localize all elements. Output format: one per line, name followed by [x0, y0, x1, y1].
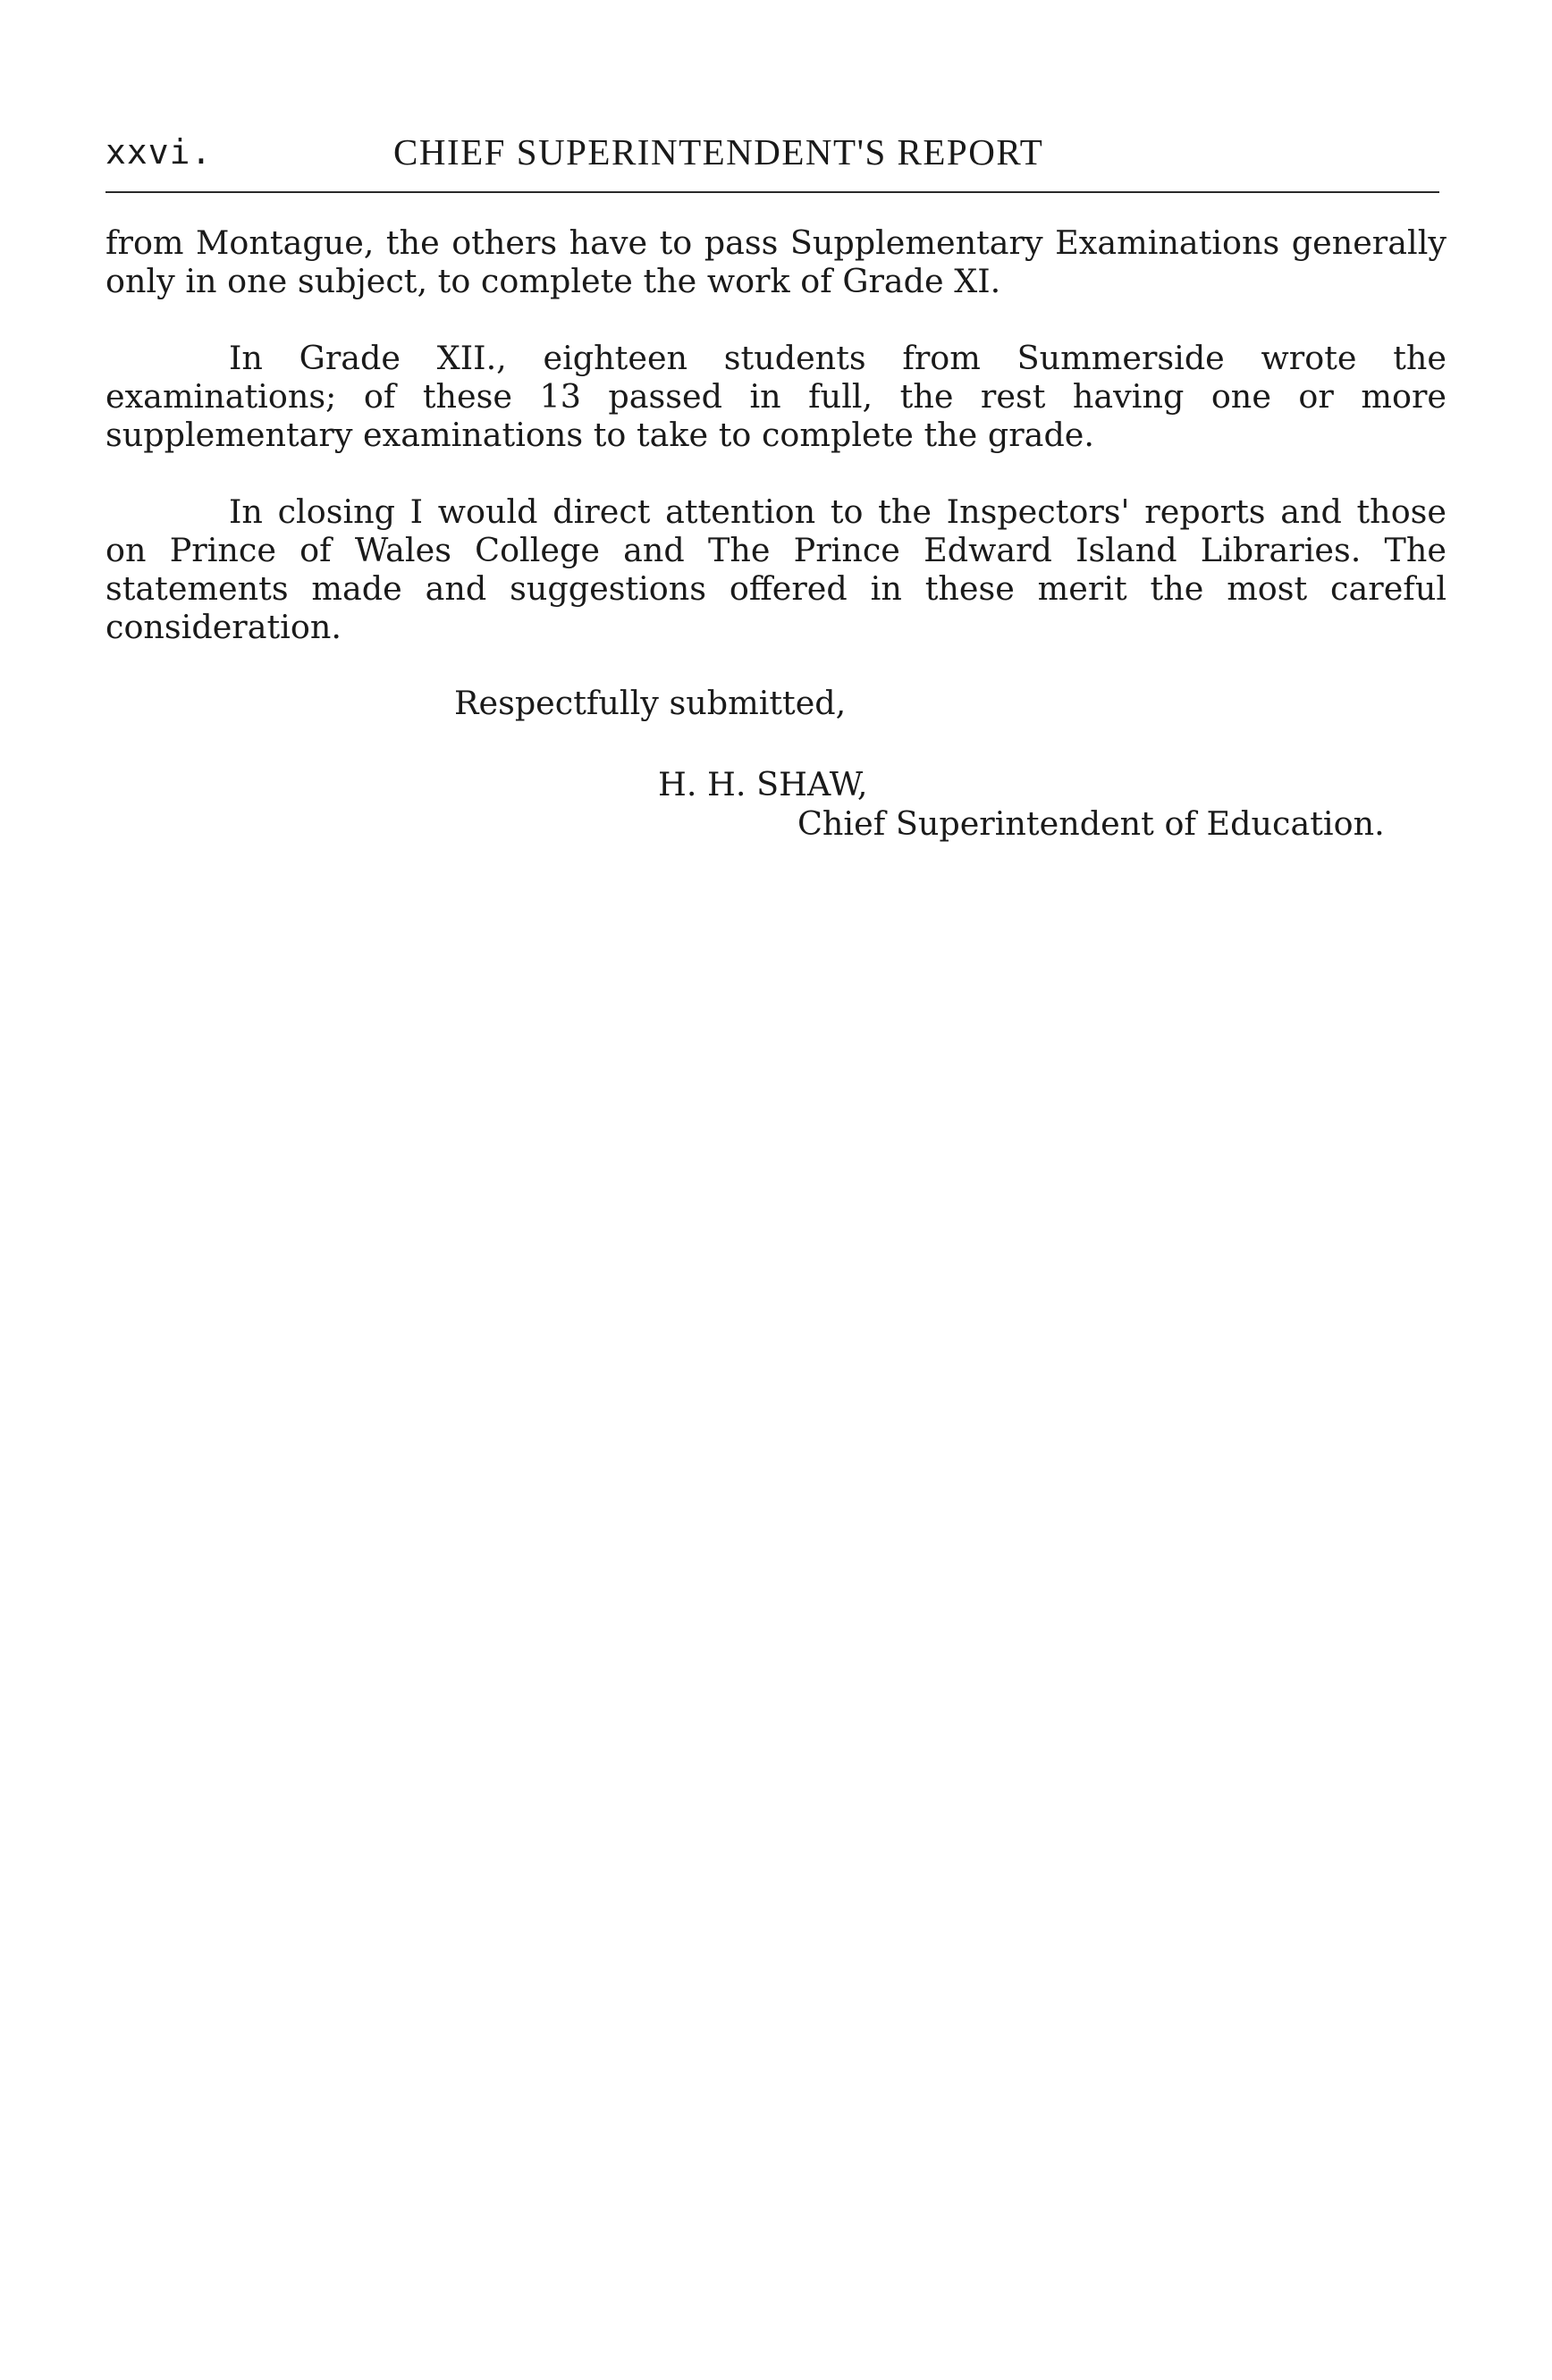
closing-phrase: Respectfully submitted,: [454, 684, 847, 722]
paragraph-grade-xii: In Grade XII., eighteen students from Summerside wrote the examinations; of these 13 passed in full, the rest having one or more supplementary examinations to take to complete the grade.: [105, 339, 1447, 454]
page-number: xxvi.: [105, 132, 213, 172]
body-text: [105, 223, 1447, 685]
header-rule: [105, 191, 1439, 193]
signer-title: Chief Superintendent of Education.: [797, 804, 1385, 843]
running-header: [105, 125, 1447, 179]
paragraph-continuation: from Montague, the others have to pass Supplementary Examinations generally only in one subject, to complete the work of Grade XI.: [105, 223, 1447, 300]
header-title: CHIEF SUPERINTENDENT'S REPORT: [393, 131, 1044, 172]
signer-name: H. H. SHAW,: [658, 765, 868, 803]
report-page: [105, 125, 1447, 843]
paragraph-closing-remarks: In closing I would direct attention to the Inspectors' reports and those on Prince of Wales College and The Prince Edward Island Libraries. The statements made and suggestions offered in these merit the most careful consideration.: [105, 492, 1447, 646]
